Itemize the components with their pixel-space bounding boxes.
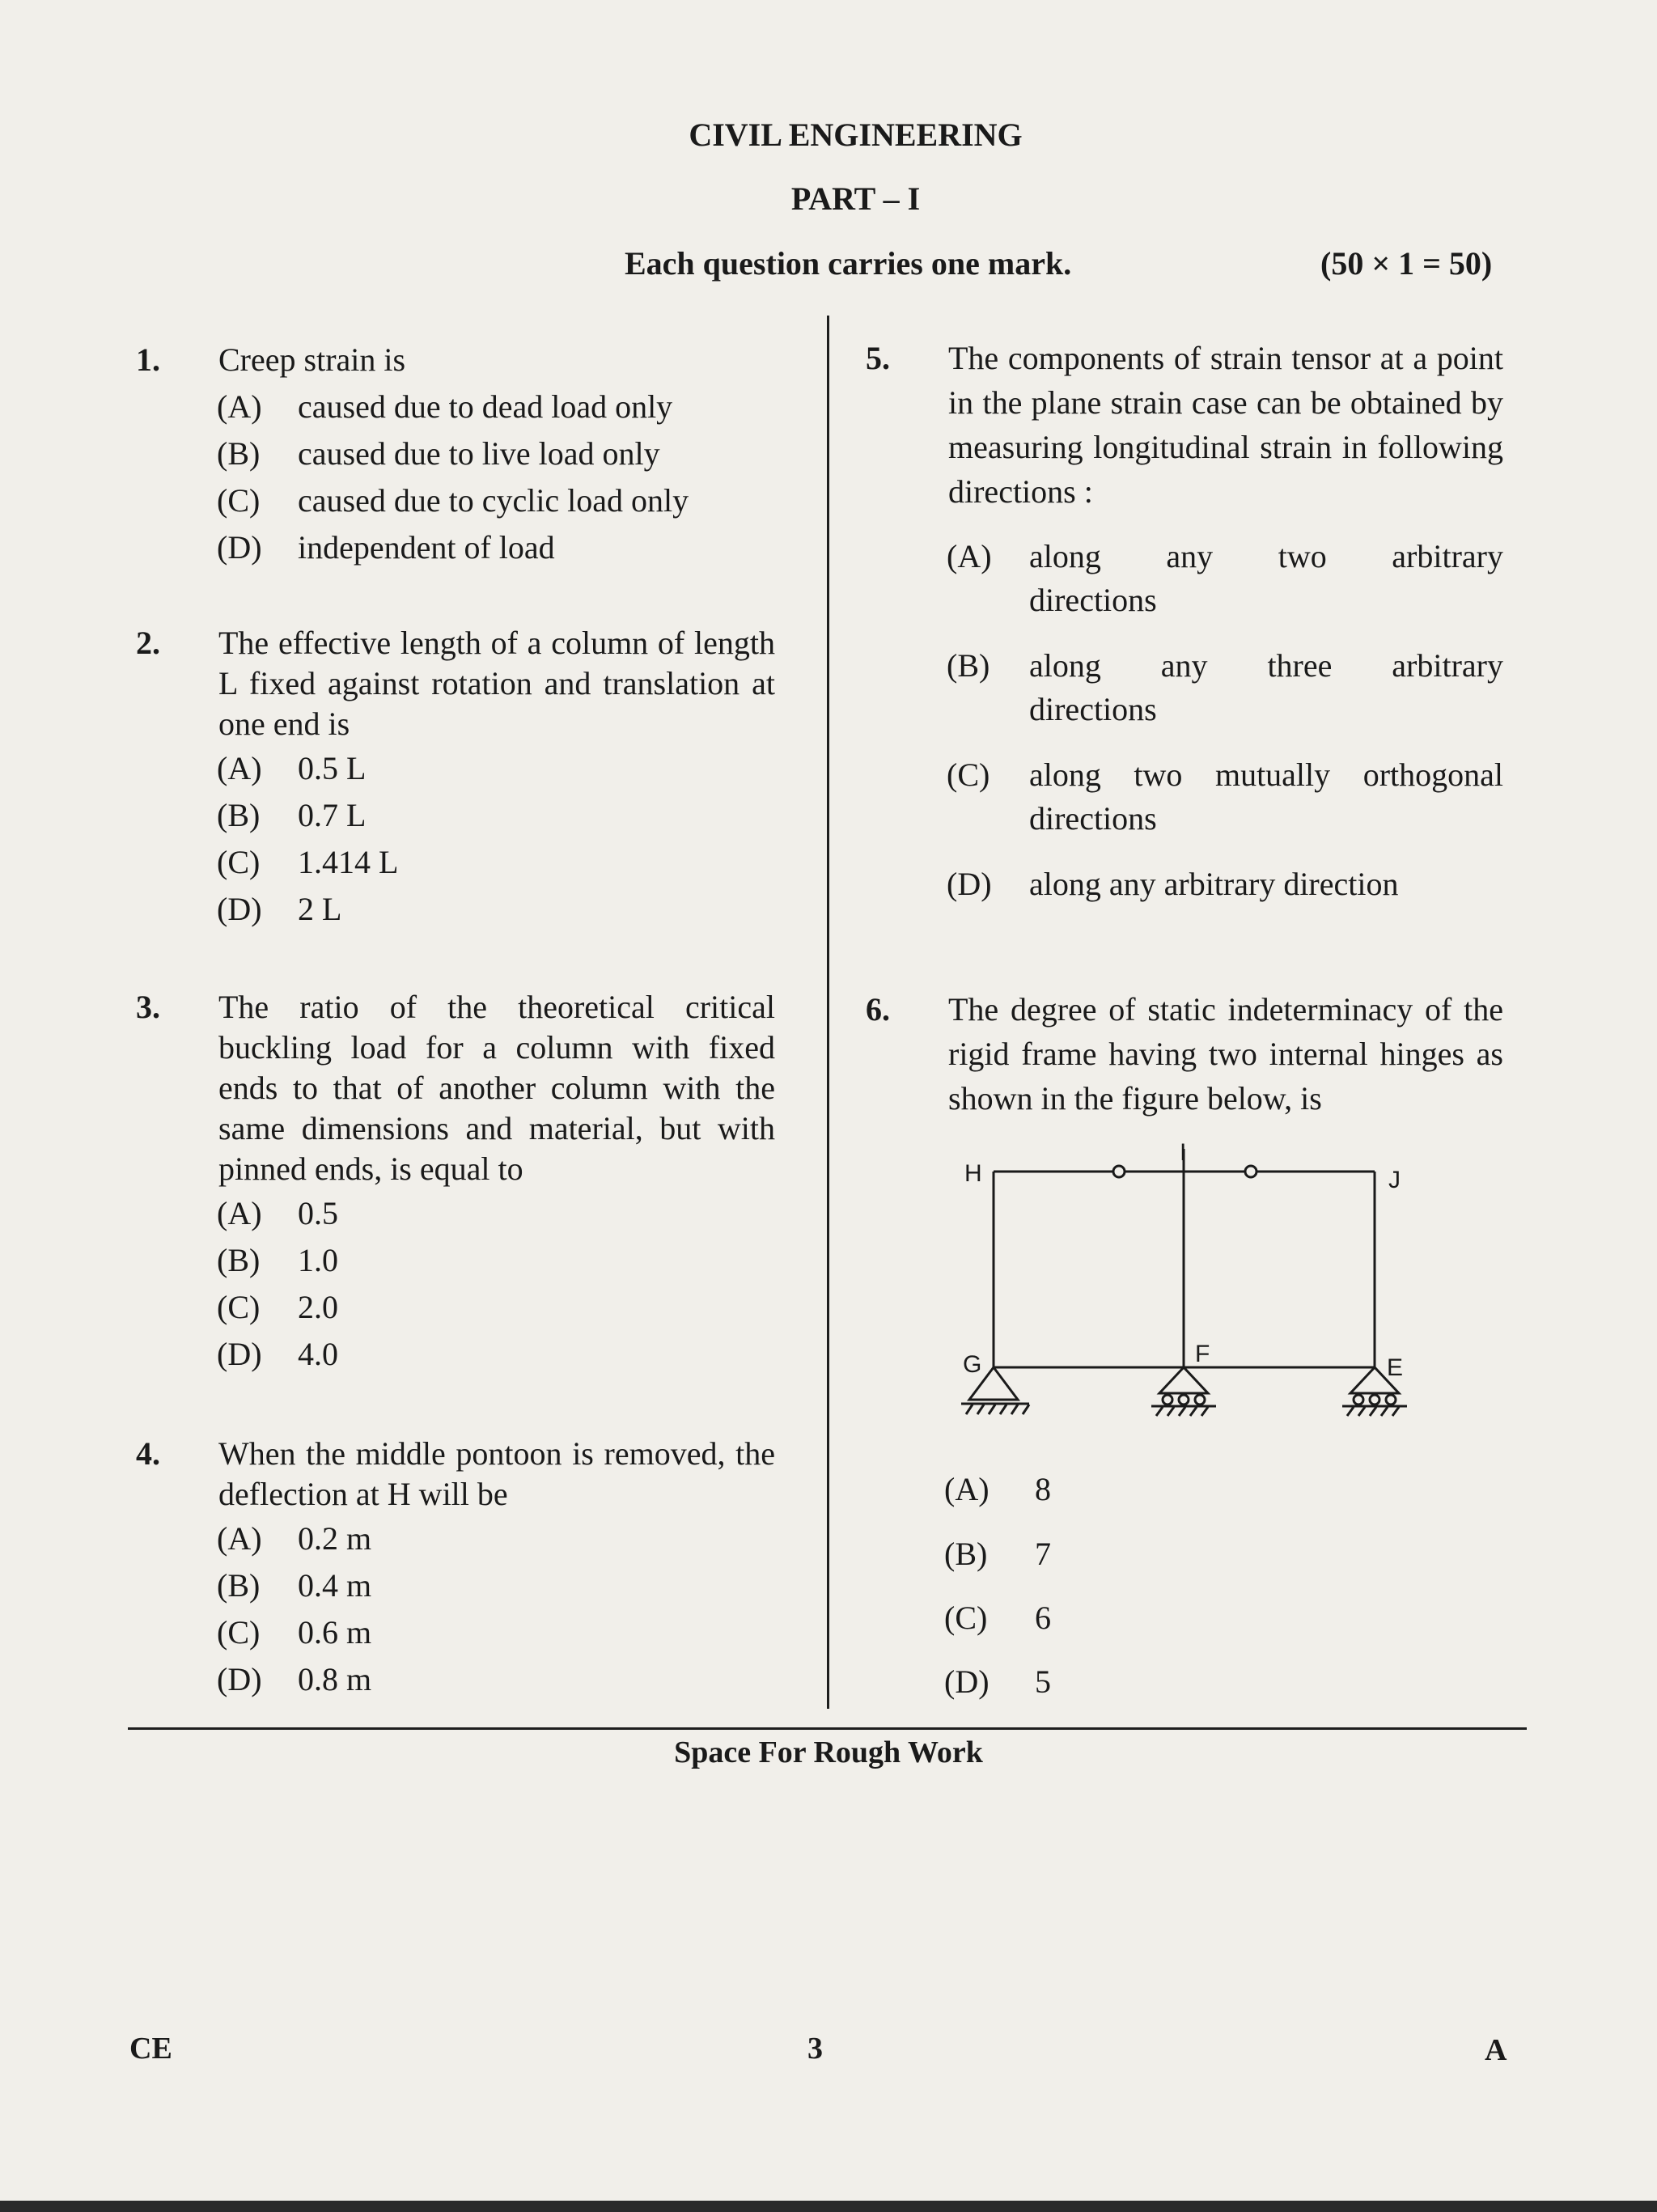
option-b[interactable]: (B) along any three arbitrary directions [947,647,1503,727]
node-label-g: G [963,1351,982,1378]
option-a[interactable]: (A) 0.5 L [217,750,367,786]
option-b[interactable]: (B) 1.0 [217,1242,338,1278]
node-label-h: H [964,1160,982,1187]
left-column [136,340,775,1715]
page-title: CIVIL ENGINEERING [689,117,1023,153]
option-a[interactable]: (A) 0.5 [217,1195,338,1231]
question-number: 1. [136,341,160,378]
node-label-j: J [1388,1167,1401,1193]
column-divider [827,316,829,1709]
scan-edge [0,2201,1657,2212]
option-c[interactable]: (C) 0.6 m [217,1614,372,1651]
option-b[interactable]: (B) caused due to live load only [217,435,660,472]
node-label-e: E [1387,1354,1404,1381]
rough-work-label: Space For Rough Work [674,1735,983,1769]
part-heading: PART – I [790,180,921,217]
node-label-i: I [1180,1139,1187,1166]
option-a[interactable]: (A) along any two arbitrary directions [947,538,1503,618]
option-c[interactable]: (C) along two mutually orthogonal directions [947,756,1503,837]
option-d[interactable]: (D) 5 [944,1663,1051,1700]
option-b[interactable]: (B) 0.7 L [217,797,367,833]
question-number: 4. [136,1435,160,1472]
question-text: The ratio of the theoretical critical buckling load for a column with fixed ends to that of another column with the same dimensions and material, but with pinned ends, is equal to [218,989,775,1187]
rigid-frame-diagram [955,1133,1424,1456]
marks-total: (50 × 1 = 50) [1320,245,1493,282]
option-d[interactable]: (D) along any arbitrary direction [947,866,1399,902]
option-a[interactable]: (A) 8 [944,1471,1051,1507]
option-c[interactable]: (C) 1.414 L [217,844,399,880]
option-d[interactable]: (D) 0.8 m [217,1661,372,1697]
roller-support [1151,1367,1216,1416]
option-c[interactable]: (C) caused due to cyclic load only [217,482,689,519]
option-c[interactable]: (C) 2.0 [217,1289,338,1325]
page-number: 3 [807,2032,823,2066]
option-a[interactable]: (A) 0.2 m [217,1520,372,1557]
option-b[interactable]: (B) 7 [944,1536,1051,1572]
question-5 [866,336,1503,902]
question-4 [136,1434,775,1701]
option-a[interactable]: (A) caused due to dead load only [217,388,673,425]
question-1 [136,340,775,583]
subject-code: CE [129,2032,172,2066]
footer-divider [128,1727,1527,1730]
question-2 [136,623,775,955]
question-text: The effective length of a column of length L fixed against rotation and translation at one end is [218,625,775,742]
option-d[interactable]: (D) 4.0 [217,1336,338,1372]
option-c[interactable]: (C) 6 [944,1600,1051,1636]
option-d[interactable]: (D) independent of load [217,529,555,566]
option-b[interactable]: (B) 0.4 m [217,1567,372,1604]
question-text: Creep strain is [218,341,406,378]
right-column [866,336,1503,1711]
question-text: The degree of static indeterminacy of the rigid frame having two internal hinges as shown in the figure below, is [948,991,1503,1117]
question-3 [136,987,775,1400]
marking-instruction: Each question carries one mark. [625,245,1072,282]
question-number: 6. [866,991,890,1028]
question-number: 2. [136,625,160,661]
node-label-f: F [1195,1341,1210,1367]
internal-hinge [1245,1166,1257,1177]
booklet-series: A [1485,2033,1507,2067]
question-number: 5. [866,340,890,376]
question-text: When the middle pontoon is removed, the deflection at H will be [218,1435,775,1512]
question-text: The components of strain tensor at a point in the plane strain case can be obtained by measuring longitudinal strain in following directions : [948,340,1503,510]
internal-hinge [1113,1166,1125,1177]
question-number: 3. [136,989,160,1025]
option-d[interactable]: (D) 2 L [217,891,342,927]
